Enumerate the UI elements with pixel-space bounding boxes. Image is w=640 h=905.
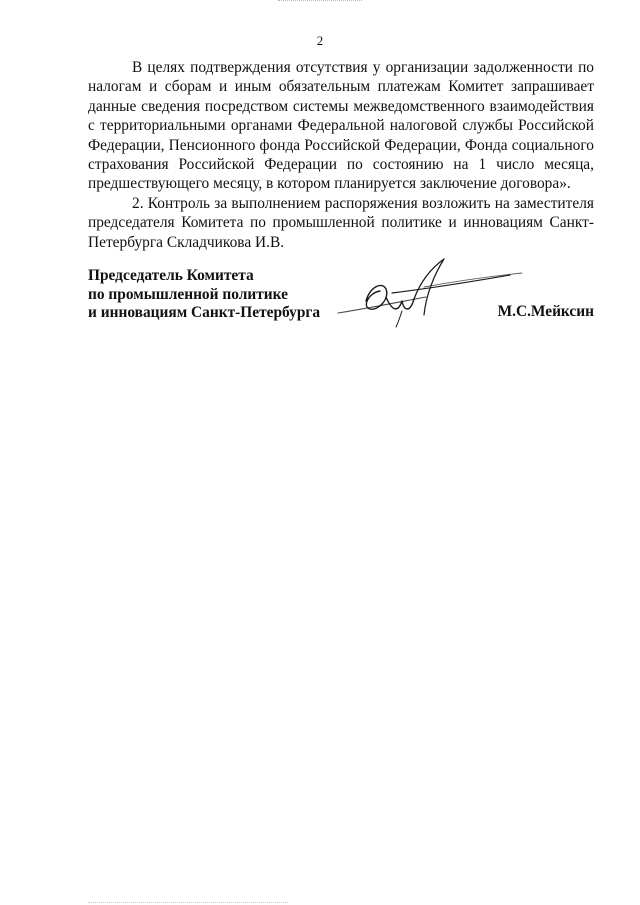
signatory-title-line: Председатель Комитета <box>88 267 254 284</box>
paragraph-control-assignment: 2. Контроль за выполнением распоряжения возложить на заместителя председателя Комитета по промышленной политике и инновациям Санкт-Петербурга Складчикова И.В. <box>88 194 594 251</box>
signatory-title-line: по промышленной политике <box>88 285 288 303</box>
handwritten-signature <box>334 253 526 333</box>
signature-block <box>88 267 594 327</box>
page-number: 2 <box>316 33 324 48</box>
scan-edge-mark <box>278 0 362 4</box>
signatory-name: М.С.Мейксин <box>497 303 594 320</box>
document-body <box>88 58 594 252</box>
signatory-title <box>88 267 320 323</box>
signatory-title-line: и инновациям Санкт-Петербурга <box>88 304 321 321</box>
paragraph-tax-verification: В целях подтверждения отсутствия у организации задолженности по налогам и сборам и иным обязательным платежам Комитет запрашивает данные сведения посредством системы межведомственного взаимодействия с территориальными органами Федеральной налоговой службы Российской Федерации, Пенсионного фонда Российской Федерации, Фонда социального страхования Российской Федерации по состоянию на 1 число месяца, предшествующего месяцу, в котором планируется заключение договора». <box>88 59 594 193</box>
